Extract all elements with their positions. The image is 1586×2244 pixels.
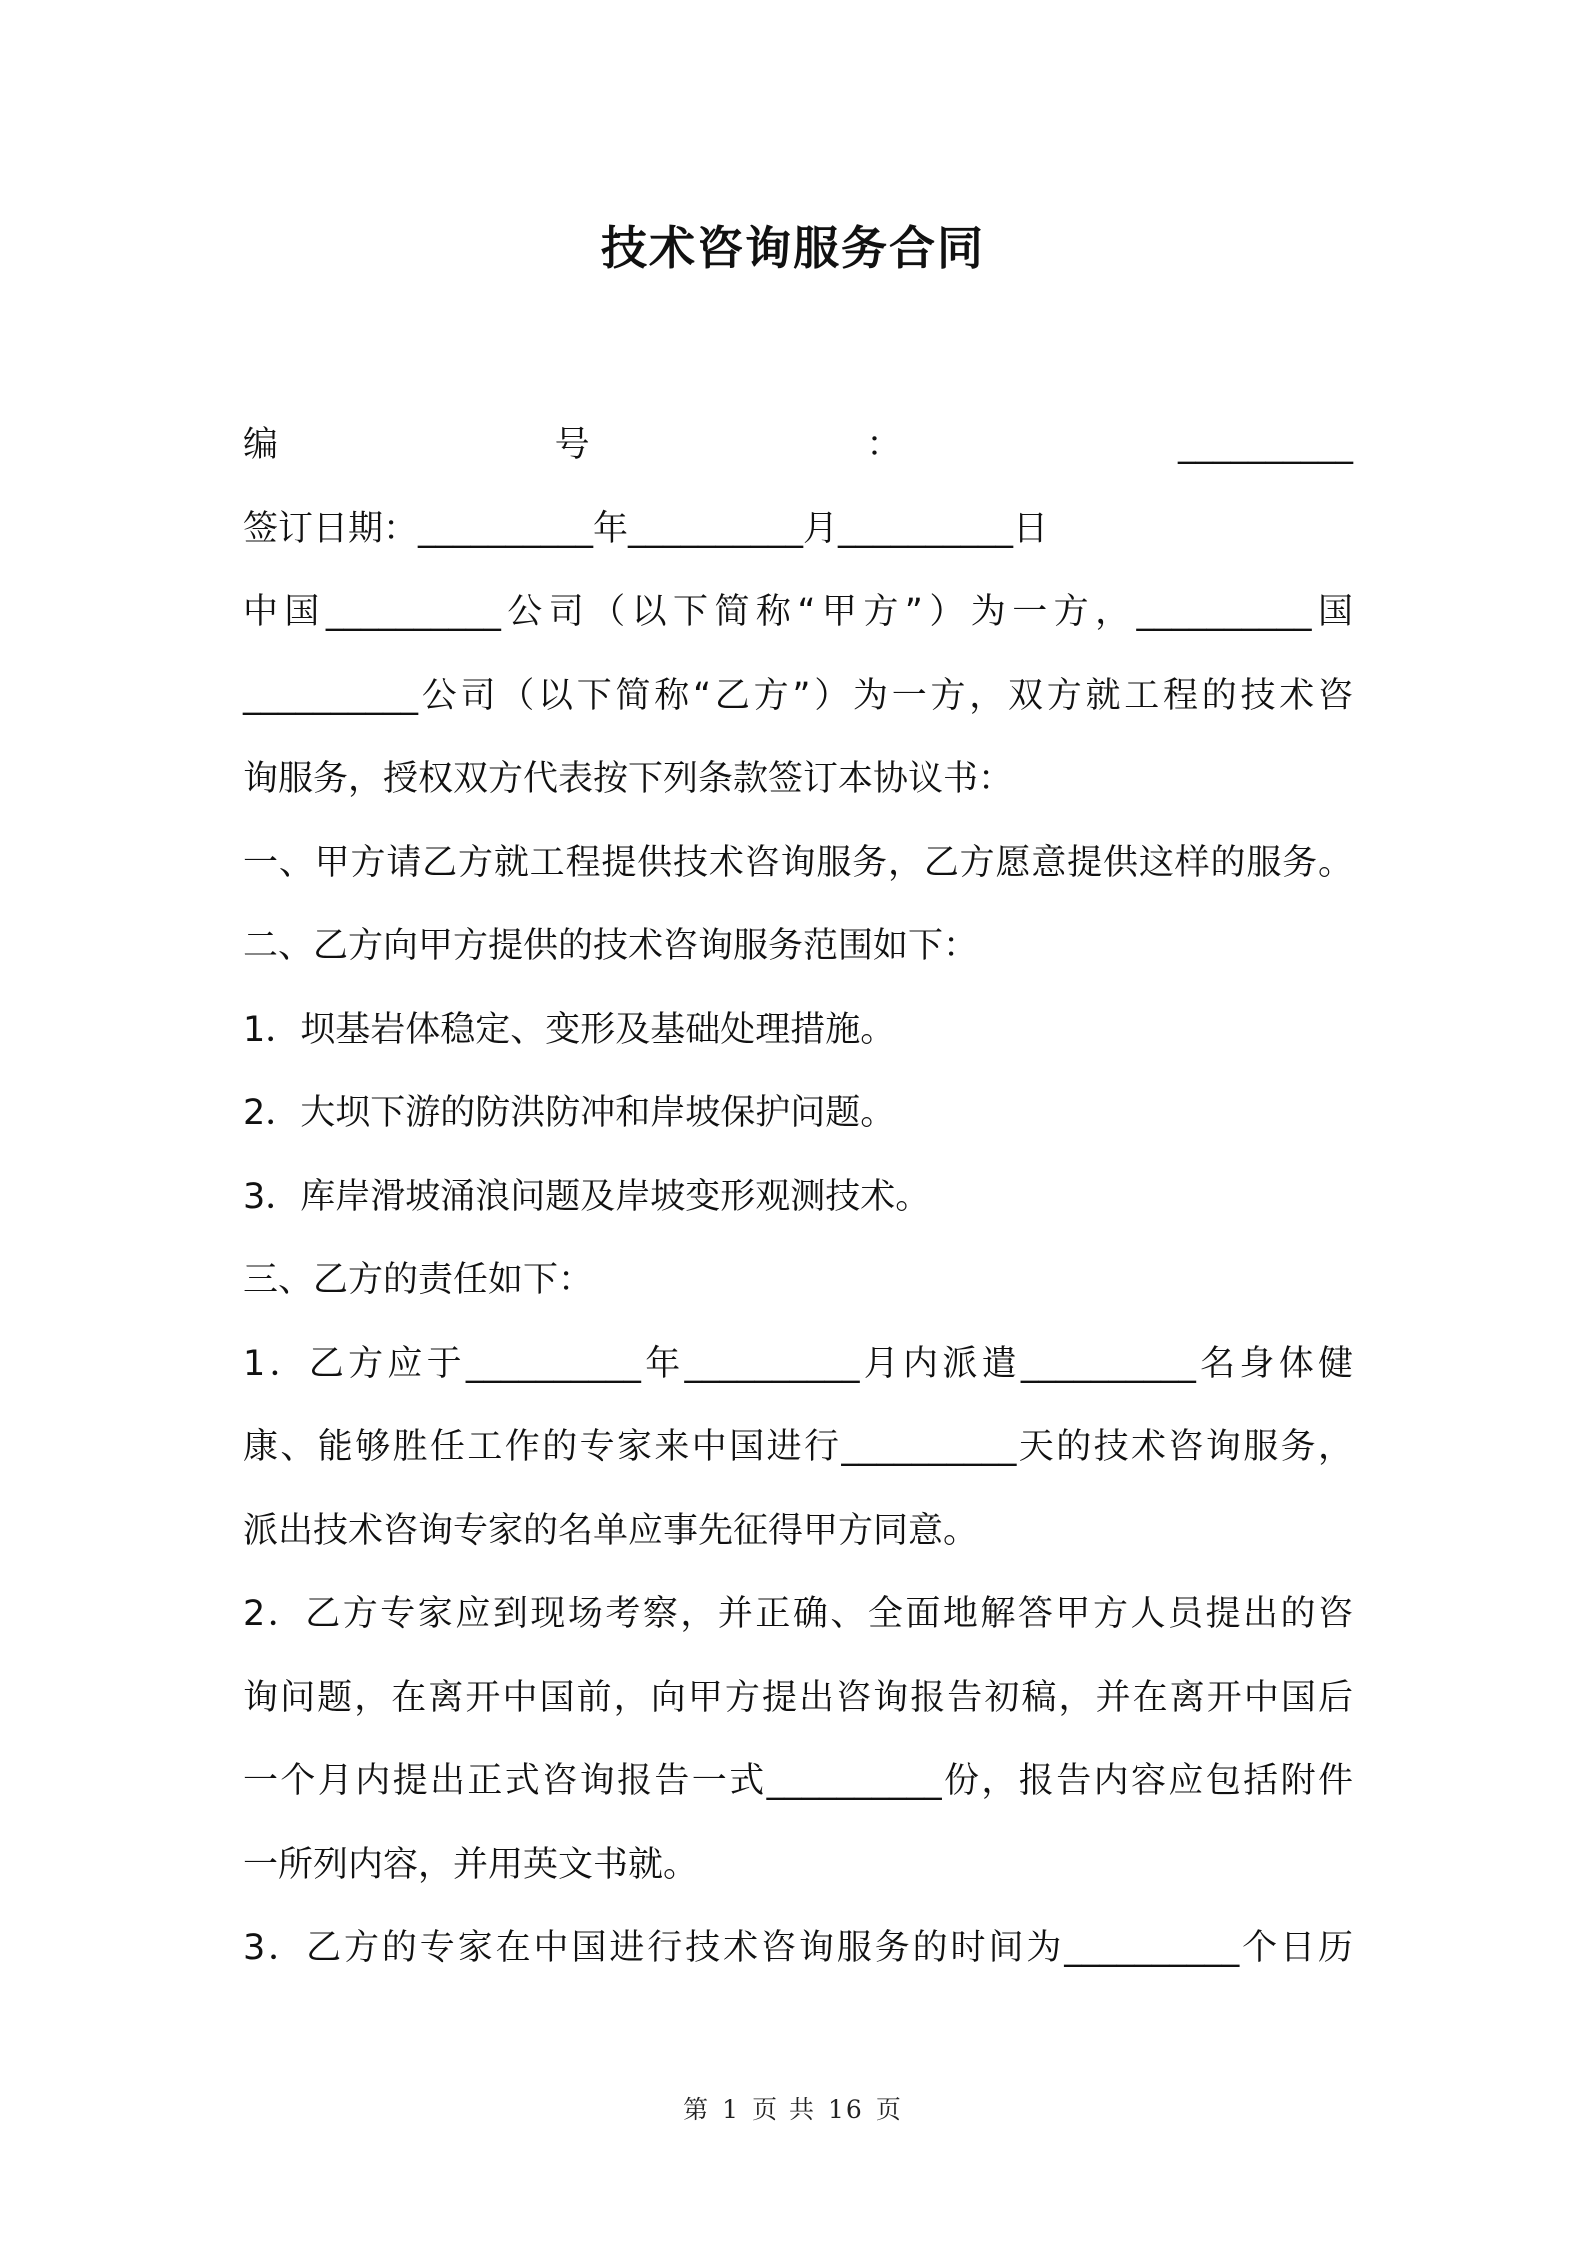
list-item: 3．库岸滑坡涌浪问题及岸坡变形观测技术。 [243,1176,931,1217]
paragraph-line: __________公司（以下简称“乙方”）为一方，双方就工程的技术咨 [243,675,1353,716]
list-item: 3．乙方的专家在中国进行技术咨询服务的时间为__________个日历 [243,1928,1353,1968]
total-pages-number: 16 [828,2095,864,2124]
list-item: 2．大坝下游的防洪防冲和岸坡保护问题。 [243,1093,896,1133]
list-item: 1．乙方应于__________年__________月内派遣__________名身体健 [243,1343,1353,1384]
line-signing-date: 签订日期：__________年__________月__________日 [243,508,1049,549]
paragraph-line: 中国__________公司（以下简称“甲方”）为一方，__________国 [243,592,1353,632]
current-page-number: 1 [722,2095,741,2124]
line-contract-number: 编号：__________ [243,425,1353,465]
paragraph-line: 一个月内提出正式咨询报告一式__________份，报告内容应包括附件 [243,1761,1353,1801]
page-label-prefix: 第 [683,2095,711,2124]
clause-heading: 一、甲方请乙方就工程提供技术咨询服务，乙方愿意提供这样的服务。 [243,842,1353,883]
list-item: 2．乙方专家应到现场考察，并正确、全面地解答甲方人员提出的咨 [243,1594,1353,1634]
list-item: 1．坝基岩体稳定、变形及基础处理措施。 [243,1009,896,1050]
page-label-mid: 页 共 [752,2095,817,2124]
clause-heading: 二、乙方向甲方提供的技术咨询服务范围如下： [243,926,979,966]
paragraph-line: 康、能够胜任工作的专家来中国进行__________天的技术咨询服务， [243,1427,1353,1467]
page-label-suffix: 页 [875,2095,903,2124]
page-footer [0,2090,1586,2126]
clause-heading: 三、乙方的责任如下： [243,1260,594,1300]
paragraph-line: 询服务，授权双方代表按下列条款签订本协议书： [243,759,1014,799]
paragraph-line: 派出技术咨询专家的名单应事先征得甲方同意。 [243,1510,979,1551]
document-title: 技术咨询服务合同 [601,221,985,275]
paragraph-line: 询问题，在离开中国前，向甲方提出咨询报告初稿，并在离开中国后 [243,1677,1353,1718]
document-body [243,404,1353,1991]
paragraph-line: 一所列内容，并用英文书就。 [243,1844,699,1885]
